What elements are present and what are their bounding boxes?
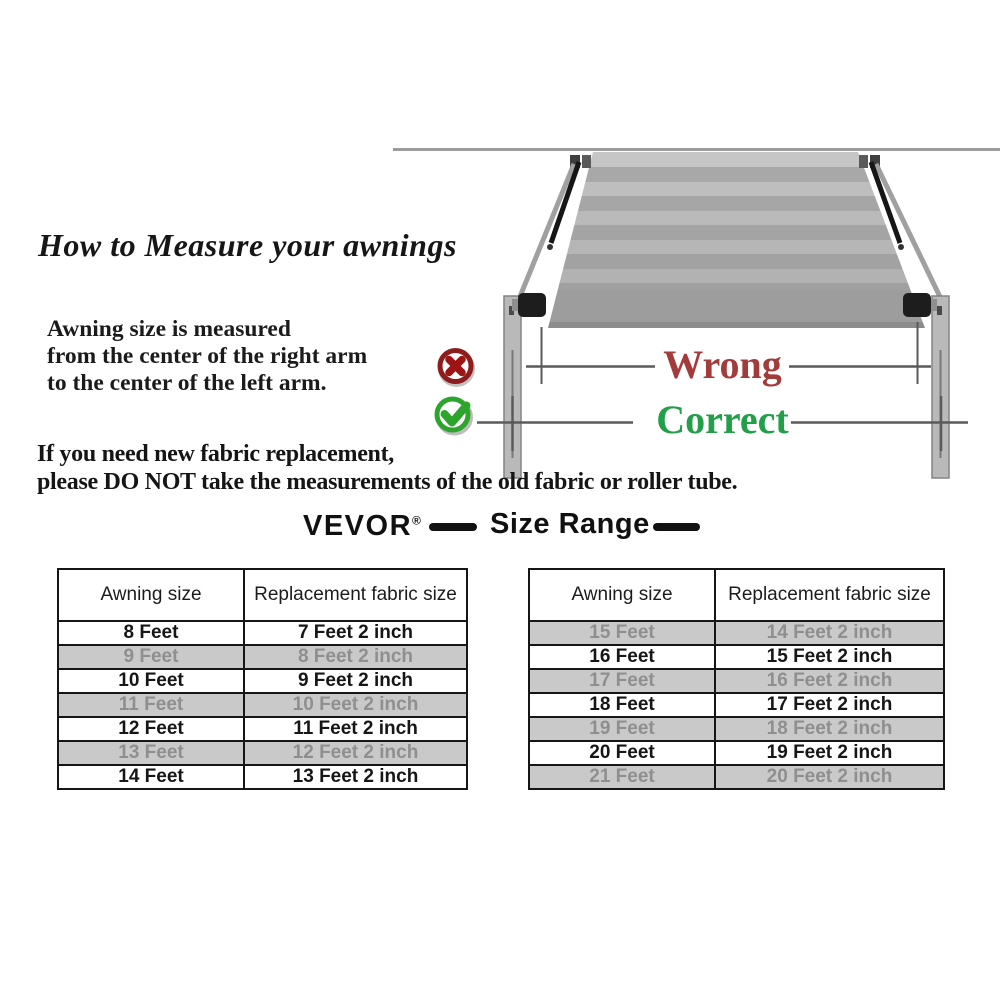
fabric-size-cell: 11 Feet 2 inch [244, 717, 467, 741]
fabric-note-line-2: please DO NOT take the measurements of the old fabric or roller tube. [37, 468, 738, 495]
fabric-size-header: Replacement fabric size [244, 569, 467, 621]
fabric-size-cell: 8 Feet 2 inch [244, 645, 467, 669]
fabric-size-cell: 9 Feet 2 inch [244, 669, 467, 693]
table-row [529, 717, 944, 741]
fabric-replacement-note [37, 441, 737, 496]
awning-size-cell: 15 Feet [529, 621, 715, 645]
table-header-row [58, 569, 467, 621]
fabric-size-cell: 12 Feet 2 inch [244, 741, 467, 765]
fabric-size-cell: 16 Feet 2 inch [715, 669, 944, 693]
fabric-note-line-1: If you need new fabric replacement, [37, 441, 395, 467]
table-header-row [529, 569, 944, 621]
table-row [58, 621, 467, 645]
page-title: How to Measure your awnings [38, 227, 457, 263]
fabric-size-header: Replacement fabric size [715, 569, 944, 621]
heading-dash-right [653, 523, 700, 531]
registered-mark: ® [412, 513, 421, 528]
awning-size-cell: 16 Feet [529, 645, 715, 669]
fabric-size-cell: 17 Feet 2 inch [715, 693, 944, 717]
awning-size-cell: 13 Feet [58, 741, 244, 765]
roller-front-band [535, 290, 935, 322]
awning-size-cell: 20 Feet [529, 741, 715, 765]
awning-size-cell: 17 Feet [529, 669, 715, 693]
fabric-size-cell: 14 Feet 2 inch [715, 621, 944, 645]
table-row [58, 717, 467, 741]
size-table-left [57, 568, 468, 790]
table-row [529, 741, 944, 765]
table-row [58, 765, 467, 789]
size-table-right [528, 568, 945, 790]
awning-size-header: Awning size [529, 569, 715, 621]
measure-note [47, 316, 367, 397]
wrong-label: Wrong [663, 342, 782, 387]
measure-note-line-2: from the center of the right arm [47, 343, 368, 369]
table-row [529, 645, 944, 669]
table-row [529, 621, 944, 645]
vevor-logo [303, 510, 421, 543]
fabric-size-cell: 15 Feet 2 inch [715, 645, 944, 669]
awning-size-cell: 10 Feet [58, 669, 244, 693]
table-row [58, 669, 467, 693]
awning-size-cell: 8 Feet [58, 621, 244, 645]
awning-size-cell: 9 Feet [58, 645, 244, 669]
fabric-size-cell: 7 Feet 2 inch [244, 621, 467, 645]
size-range-heading: Size Range [490, 508, 650, 540]
awning-illustration [0, 140, 1000, 485]
fabric-size-cell: 18 Feet 2 inch [715, 717, 944, 741]
measure-note-line-1: Awning size is measured [47, 316, 291, 342]
awning-size-cell: 18 Feet [529, 693, 715, 717]
brand-text: VEVOR [303, 510, 413, 542]
awning-size-cell: 19 Feet [529, 717, 715, 741]
table-row [529, 765, 944, 789]
fabric-size-cell: 10 Feet 2 inch [244, 693, 467, 717]
table-row [529, 669, 944, 693]
table-row [58, 741, 467, 765]
table-row [529, 693, 944, 717]
table-row [58, 693, 467, 717]
awning-size-cell: 11 Feet [58, 693, 244, 717]
fabric-size-cell: 13 Feet 2 inch [244, 765, 467, 789]
x-circle-icon [438, 350, 475, 387]
fabric-size-cell: 19 Feet 2 inch [715, 741, 944, 765]
awning-size-cell: 12 Feet [58, 717, 244, 741]
awning-size-cell: 14 Feet [58, 765, 244, 789]
fabric-size-cell: 20 Feet 2 inch [715, 765, 944, 789]
awning-size-header: Awning size [58, 569, 244, 621]
table-row [58, 645, 467, 669]
measure-note-line-3: to the center of the left arm. [47, 370, 327, 396]
check-circle-icon [436, 399, 473, 436]
awning-size-cell: 21 Feet [529, 765, 715, 789]
heading-dash-left [429, 523, 477, 531]
correct-label: Correct [656, 397, 789, 442]
